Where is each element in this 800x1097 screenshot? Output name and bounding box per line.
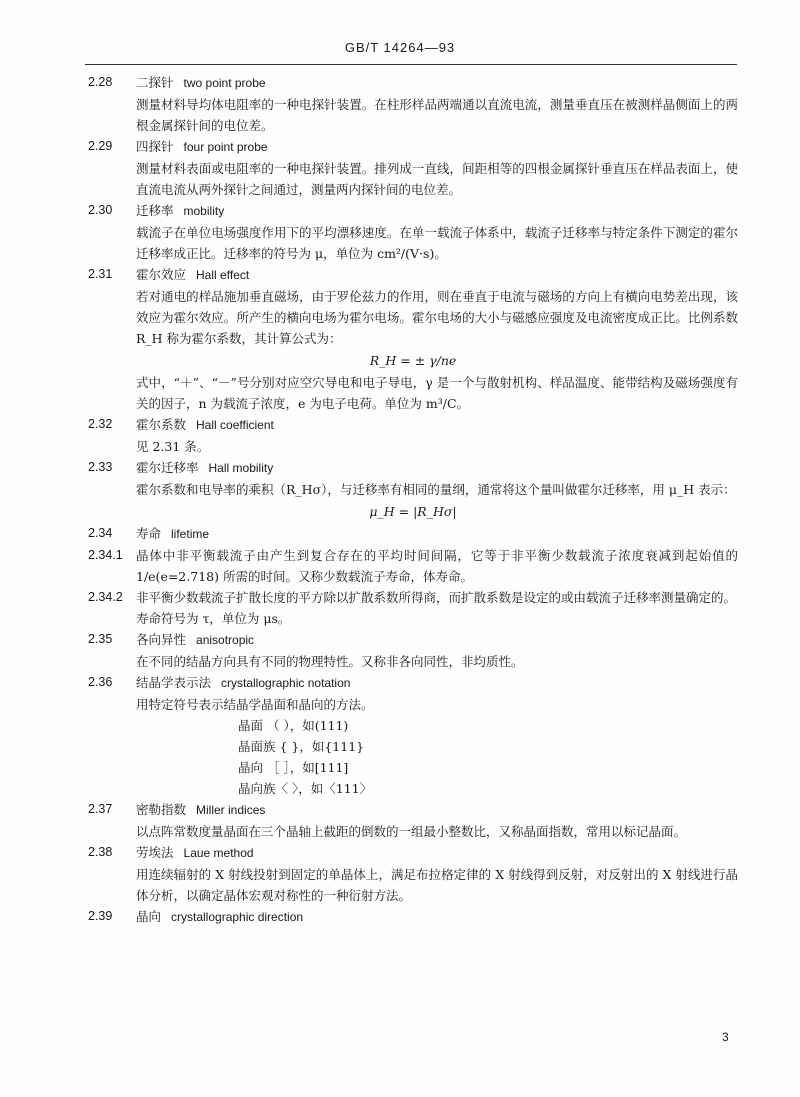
term-en: Hall coefficient [196, 418, 274, 432]
term-zh: 迁移率 [136, 203, 174, 218]
entry-2-29 [88, 136, 738, 200]
notation-direction-family: 晶向族〈 〉，如〈111〉 [238, 781, 373, 796]
entry-number: 2.32 [88, 417, 113, 431]
formula-explanation: 式中，“＋”、“－”号分别对应空穴导电和电子导电，γ 是一个与散射机构、样品温度、能带结构及磁场强度有关的因子，n 为载流子浓度，e 为电子电荷。单位为 m³/C。 [136, 375, 738, 411]
entry-number: 2.28 [88, 75, 113, 89]
sub-entry-definition: 非平衡少数载流子扩散长度的平方除以扩散系数所得商，而扩散系数是设定的或由载流子迁移率测量确定的。 [136, 590, 737, 605]
entry-definition: 若对通电的样品施加垂直磁场，由于罗伦兹力的作用，则在垂直于电流与磁场的方向上有横向电势差出现，该效应为霍尔效应。所产生的横向电场为霍尔电场。霍尔电场的大小与磁感应强度及电流密度成正比。比例系数 R_H 称为霍尔系数，其计算公式为： [136, 289, 738, 346]
term-en: crystallographic direction [171, 910, 304, 924]
term-zh: 四探针 [136, 139, 174, 154]
hall-coefficient-formula: R_H = ± γ/ne [369, 353, 457, 368]
header-rule [85, 64, 737, 65]
sub-entry-number: 2.34.1 [88, 548, 123, 562]
sub-entry-definition: 晶体中非平衡载流子由产生到复合存在的平均时间间隔，它等于非平衡少数载流子浓度衰减到起始值的 1/e(e=2.718) 所需的时间。又称少数载流子寿命，体寿命。 [136, 548, 738, 584]
term-en: Hall mobility [208, 461, 274, 475]
entry-2-33 [88, 457, 738, 522]
entry-2-38 [88, 842, 738, 906]
entry-number: 2.38 [88, 845, 113, 859]
entry-2-34 [88, 523, 738, 545]
page-number: 3 [722, 1030, 729, 1044]
term-zh: 寿命 [136, 526, 162, 541]
entry-2-30 [88, 200, 738, 264]
sub-entry-number: 2.34.2 [88, 590, 123, 604]
entry-definition: 在不同的结晶方向具有不同的物理特性。又称非各向同性，非均质性。 [136, 654, 524, 669]
notation-plane-family: 晶面族 { }，如{111} [238, 739, 365, 754]
entry-number: 2.36 [88, 675, 113, 689]
term-zh: 结晶学表示法 [136, 675, 212, 690]
term-zh: 各向异性 [136, 632, 187, 647]
entry-2-36 [88, 672, 738, 799]
entry-2-34-1 [88, 545, 738, 587]
entry-2-34-2 [88, 587, 738, 608]
term-en: Miller indices [196, 803, 266, 817]
term-en: Hall effect [196, 268, 250, 282]
entry-number: 2.29 [88, 139, 113, 153]
notation-crystal-plane: 晶面 （ ），如(111) [238, 718, 349, 733]
entry-2-32 [88, 414, 738, 457]
lifetime-note: 寿命符号为 τ，单位为 μs。 [136, 611, 291, 626]
term-zh: 劳埃法 [136, 845, 174, 860]
entry-definition: 测量材料表面或电阻率的一种电探针装置。排列成一直线，间距相等的四根金属探针垂直压在样品表面上，使直流电流从两外探针之间通过，测量两内探针间的电位差。 [136, 161, 738, 197]
entry-2-37 [88, 799, 738, 842]
entry-definition: 见 2.31 条。 [136, 439, 210, 454]
entry-number: 2.35 [88, 632, 113, 646]
term-en: anisotropic [196, 633, 255, 647]
entry-number: 2.31 [88, 267, 113, 281]
term-zh: 霍尔系数 [136, 417, 187, 432]
term-en: crystallographic notation [221, 676, 351, 690]
entry-number: 2.37 [88, 802, 113, 816]
term-zh: 密勒指数 [136, 802, 187, 817]
entry-number: 2.39 [88, 909, 113, 923]
entry-definition: 以点阵常数度量晶面在三个晶轴上截距的倒数的一组最小整数比，又称晶面指数，常用以标记晶面。 [136, 824, 687, 839]
term-en: four point probe [183, 140, 268, 154]
term-en: lifetime [171, 527, 210, 541]
entry-2-35 [88, 629, 738, 672]
hall-mobility-formula: μ_H = |R_Hσ| [369, 504, 457, 519]
term-en: mobility [183, 204, 225, 218]
page-header: GB/T 14264—93 [344, 40, 456, 55]
term-zh: 二探针 [136, 75, 174, 90]
entry-number: 2.33 [88, 460, 113, 474]
entry-definition: 测量材料导均体电阻率的一种电探针装置。在柱形样品两端通以直流电流，测量垂直压在被测样晶侧面上的两根金属探针间的电位差。 [136, 97, 738, 133]
entry-definition: 用连续辐射的 X 射线投射到固定的单晶体上，满足布拉格定律的 X 射线得到反射，对反射出的 X 射线进行晶体分析，以确定晶体宏观对称性的一种衍射方法。 [136, 867, 738, 903]
term-zh: 霍尔效应 [136, 267, 187, 282]
entry-number: 2.30 [88, 203, 113, 217]
entry-2-39 [88, 906, 738, 928]
entry-definition: 霍尔系数和电导率的乘积（R_Hσ），与迁移率有相同的量纲，通常将这个量叫做霍尔迁移率，用 μ_H 表示： [136, 482, 736, 497]
entry-definition: 用特定符号表示结晶学晶面和晶向的方法。 [136, 697, 374, 712]
entry-definition: 载流子在单位电场强度作用下的平均漂移速度。在单一载流子体系中，载流子迁移率与特定条件下测定的霍尔迁移率成正比。迁移率的符号为 μ，单位为 cm²/(V·s)。 [136, 225, 738, 261]
term-zh: 霍尔迁移率 [136, 460, 199, 475]
notation-crystal-direction: 晶向 ［ ］，如[111] [238, 760, 349, 775]
notation-list [238, 715, 738, 799]
term-en: two point probe [183, 76, 266, 90]
term-en: Laue method [183, 846, 254, 860]
entry-2-31 [88, 264, 738, 414]
entry-2-28 [88, 72, 738, 136]
term-zh: 晶向 [136, 909, 162, 924]
entry-number: 2.34 [88, 526, 113, 540]
document-body [88, 72, 738, 928]
